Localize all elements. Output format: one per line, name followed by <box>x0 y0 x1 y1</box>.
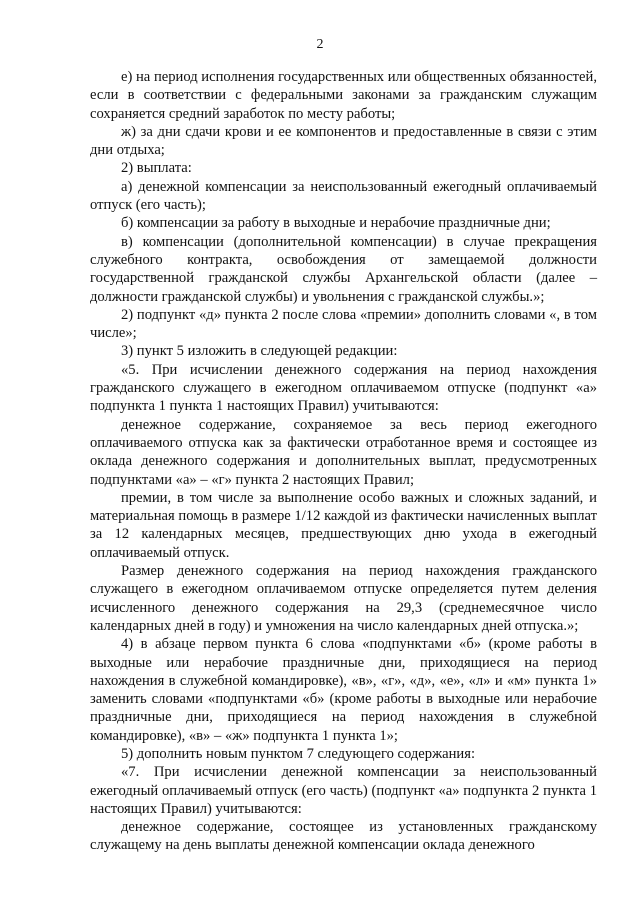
paragraph-rule-7-salary: денежное содержание, состоящее из установленных гражданскому служащему на день выплаты денежной компенсации оклада денежного <box>90 819 597 854</box>
paragraph-e-public-duties: е) на период исполнения государственных или общественных обязанностей, если в соответствии с федеральными законами за гражданским служащим сохраняется средний заработок по месту работы; <box>90 69 597 122</box>
paragraph-zh-blood-donation: ж) за дни сдачи крови и ее компонентов и предоставленные в связи с этим дни отдыха; <box>90 123 597 159</box>
paragraph-rule-5-salary: денежное содержание, сохраняемое за весь период ежегодного оплачиваемого отпуска как за фактически отработанное время и состоящее из оклада денежного содержания и дополнительных выплат, предусмотренных подпунктами «а» – «г» пункта 2 настоящих Правил; <box>90 416 597 488</box>
paragraph-rule-5: «5. При исчислении денежного содержания на период нахождения гражданского служащего в ежегодном оплачиваемом отпуске (подпункт «а» подпункта 1 пункта 1 настоящих Правил) учитываются: <box>90 361 597 415</box>
page-number: 2 <box>316 37 324 52</box>
paragraph-rule-5-bonuses: премии, в том числе за выполнение особо важных и сложных заданий, и материальная помощь в размере 1/12 каждой из фактически начисленных выплат за 12 календарных месяцев, предшествующих дню ухода в ежегодный оплачиваемый отпуск. <box>90 489 597 561</box>
paragraph-amendment-4: 4) в абзаце первом пункта 6 слова «подпунктами «б» (кроме работы в выходные или нерабочие праздничные дни, приходящиеся на период нахождения в служебной командировке), «в», «г», «д», «е», «л» и «м» пункта 1» заменить словами «подпунктами «б» (кроме работы в выходные или нерабочие праздничные дни, приходящиеся на период нахождения в служебной командировке), «в» – «ж» подпункта 1 пункта 1»; <box>90 636 597 744</box>
paragraph-2-payment: 2) выплата: <box>121 160 192 177</box>
paragraph-b-weekend-compensation: б) компенсации за работу в выходные и нерабочие праздничные дни; <box>121 215 551 232</box>
paragraph-amendment-5: 5) дополнить новым пунктом 7 следующего содержания: <box>121 745 476 762</box>
paragraph-rule-5-calculation: Размер денежного содержания на период нахождения гражданского служащего в ежегодном оплачиваемом отпуске определяется путем деления исчисленного денежного содержания на 29,3 (среднемесячное число календарных дней в году) и умножения на число календарных дней отпуска.»; <box>90 563 597 634</box>
paragraph-rule-7: «7. При исчислении денежной компенсации за неиспользованный ежегодный оплачиваемый отпуск (его часть) (подпункт «а» подпункта 2 пункта 1 настоящих Правил) учитываются: <box>90 764 597 817</box>
document-body <box>90 68 597 855</box>
paragraph-v-termination-compensation: в) компенсации (дополнительной компенсации) в случае прекращения служебного контракта, освобождения от замещаемой должности государственной гражданской службы Архангельской области (далее – должности гражданской службы) и увольнения с гражданской службы.»; <box>90 233 597 305</box>
paragraph-a-vacation-compensation: а) денежной компенсации за неиспользованный ежегодный оплачиваемый отпуск (его часть); <box>90 178 597 214</box>
paragraph-amendment-2: 2) подпункт «д» пункта 2 после слова «премии» дополнить словами «, в том числе»; <box>90 306 597 342</box>
paragraph-amendment-3: 3) пункт 5 изложить в следующей редакции: <box>121 343 398 360</box>
